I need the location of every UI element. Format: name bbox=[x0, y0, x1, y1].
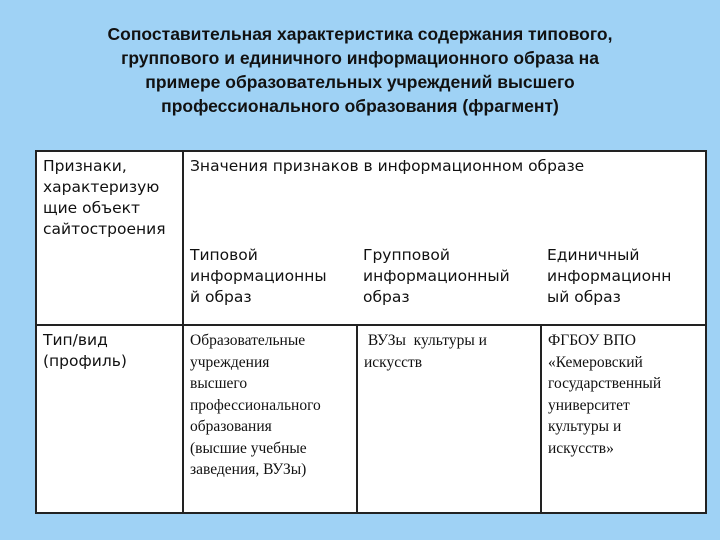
cell-line: искусств bbox=[364, 353, 423, 371]
typical-image-header bbox=[183, 235, 357, 325]
single-value-cell bbox=[541, 325, 706, 513]
cell-line: заведения, ВУЗы) bbox=[190, 461, 307, 478]
sub-header-line: Групповой bbox=[363, 246, 450, 264]
comparison-table bbox=[35, 150, 707, 514]
row-header-cell bbox=[36, 151, 183, 325]
table-row bbox=[36, 325, 706, 513]
cell-line: Образовательные bbox=[190, 332, 306, 349]
cell-line: ВУЗы культуры и bbox=[364, 332, 487, 349]
sub-header-line: Типовой bbox=[190, 246, 258, 264]
group-value-cell bbox=[357, 325, 541, 513]
cell-line: государственный bbox=[548, 375, 662, 392]
cell-line: профессионального bbox=[190, 396, 321, 414]
sub-header-line: ый образ bbox=[547, 288, 621, 306]
row-header-line: сайтостроения bbox=[43, 220, 166, 238]
cell-line: учреждения bbox=[190, 353, 270, 371]
values-header: Значения признаков в информационном образе bbox=[190, 157, 585, 175]
title-line: примере образовательных учреждений высшего bbox=[145, 72, 575, 92]
cell-line: высшего bbox=[190, 375, 248, 392]
title-line: Сопоставительная характеристика содержания типового, bbox=[107, 24, 613, 44]
row-header-line: Признаки, bbox=[43, 157, 127, 175]
title-line: группового и единичного информационного образа на bbox=[121, 48, 599, 68]
title-line: профессионального образования (фрагмент) bbox=[161, 96, 559, 116]
cell-line: (высшие учебные bbox=[190, 439, 307, 457]
typical-value-cell bbox=[183, 325, 357, 513]
cell-line: образования bbox=[190, 418, 272, 435]
row-header-line: характеризую bbox=[43, 178, 160, 196]
group-image-header bbox=[357, 235, 541, 325]
values-header-cell bbox=[183, 151, 706, 235]
single-image-header bbox=[541, 235, 706, 325]
sub-header-line: информационны bbox=[190, 267, 327, 285]
row-label-line: Тип/вид bbox=[43, 331, 108, 349]
cell-line: университет bbox=[548, 396, 630, 414]
slide-title bbox=[40, 22, 680, 118]
sub-header-line: й образ bbox=[190, 288, 252, 306]
cell-line: культуры и bbox=[548, 418, 622, 435]
sub-header-line: информационн bbox=[547, 267, 672, 285]
sub-header-line: Единичный bbox=[547, 246, 640, 264]
cell-line: ФГБОУ ВПО bbox=[548, 332, 636, 349]
row-label-line: (профиль) bbox=[43, 352, 127, 370]
row-label-cell bbox=[36, 325, 183, 513]
row-header-line: щие объект bbox=[43, 199, 141, 217]
sub-header-line: информационный bbox=[363, 267, 510, 285]
cell-line: искусств» bbox=[548, 439, 614, 457]
sub-header-line: образ bbox=[363, 288, 410, 306]
cell-line: «Кемеровский bbox=[548, 353, 643, 371]
